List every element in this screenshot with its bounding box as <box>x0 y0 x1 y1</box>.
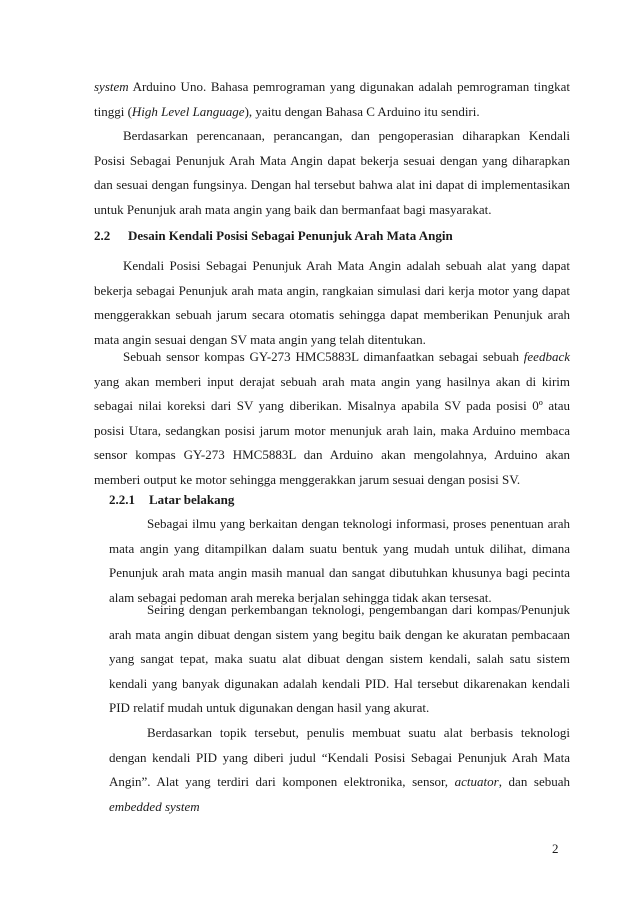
subsection-number: 2.2.1 <box>109 492 135 507</box>
paragraph-text: Berdasarkan topik tersebut, penulis membuat suatu alat berbasis teknologi dengan kendali PID yang diberi judul “Kendali Posisi Sebagai Penunjuk Arah Mata Angin”. Alat yang terdiri dari komponen elektronika, sensor, <box>109 725 570 789</box>
paragraph-sensor-kompas <box>94 345 570 492</box>
emphasis-text: system <box>94 79 129 94</box>
paragraph-latar-belakang-3 <box>109 721 570 819</box>
emphasis-text: actuator <box>454 774 499 789</box>
emphasis-text: High Level Language <box>131 103 245 119</box>
paragraph-intro <box>94 75 570 124</box>
section-title: Desain Kendali Posisi Sebagai Penunjuk Arah Mata Angin <box>128 228 453 243</box>
section-heading-2-2 <box>94 228 453 244</box>
subsection-title: Latar belakang <box>149 492 235 507</box>
paragraph-kendali-posisi: Kendali Posisi Sebagai Penunjuk Arah Mata Angin adalah sebuah alat yang dapat bekerja sebagai Penunjuk arah mata angin, rangkaian simulasi dari kerja motor yang dapat menggerakkan sebuah jarum secara otomatis sehingga dapat memberikan Penunjuk arah mata angin sesuai dengan SV mata angin yang telah ditentukan. <box>94 258 570 347</box>
emphasis-text: embedded system <box>109 798 200 814</box>
subsection-heading-2-2-1 <box>109 492 234 508</box>
paragraph-latar-belakang-2: Seiring dengan perkembangan teknologi, pengembangan dari kompas/Penunjuk arah mata angin dibuat dengan sistem yang begitu baik dengan ke akuratan pembacaan yang sangat tepat, maka suatu alat dibuat dengan sistem kendali, salah satu sistem kendali yang banyak digunakan adalah kendali PID. Hal tersebut dikarenakan kendali PID relatif mudah untuk digunakan dengan hasil yang akurat. <box>109 602 570 715</box>
paragraph-latar-belakang-1: Sebagai ilmu yang berkaitan dengan teknologi informasi, proses penentuan arah mata angin yang ditampilkan dalam suatu bentuk yang mudah untuk dilihat, dimana Penunjuk arah mata angin masih manual dan sangat dibutuhkan khusunya bagi pecinta alam sebagai pedoman arah mereka berjalan sehingga tidak akan tersesat. <box>109 516 570 605</box>
paragraph-text: yang akan memberi input derajat sebuah arah mata angin yang hasilnya akan di kirim sebagai nilai koreksi dari SV yang diberikan. Misalnya apabila SV pada posisi 0º atau posisi Utara, sedangkan posisi jarum motor menunjuk arah lain, maka Arduino membaca sensor kompas GY-273 HMC5883L dan Arduino akan mengolahnya, Arduino akan memberi output ke motor sehingga menggerakkan jarum sesuai dengan posisi SV. <box>94 373 570 487</box>
paragraph-text: Arduino Uno. Bahasa pemrograman yang digunakan adalah pemrograman tingkat tinggi ( <box>94 79 570 119</box>
paragraph-text: , dan sebuah <box>498 774 571 789</box>
section-number: 2.2 <box>94 228 111 243</box>
paragraph-berdasarkan: Berdasarkan perencanaan, perancangan, dan pengoperasian diharapkan Kendali Posisi Sebagai Penunjuk Arah Mata Angin dapat bekerja sesuai dengan yang diharapkan dan sesuai dengan fungsinya. Dengan hal tersebut bahwa alat ini dapat di implementasikan untuk Penunjuk arah mata angin yang baik dan bermanfaat bagi masyarakat. <box>94 128 570 217</box>
paragraph-text: ), yaitu dengan Bahasa C Arduino itu sendiri. <box>244 103 480 119</box>
paragraph-text: Sebuah sensor kompas GY-273 HMC5883L dimanfaatkan sebagai sebuah <box>123 349 524 364</box>
page-number: 2 <box>552 841 559 856</box>
emphasis-text: feedback <box>523 349 570 364</box>
